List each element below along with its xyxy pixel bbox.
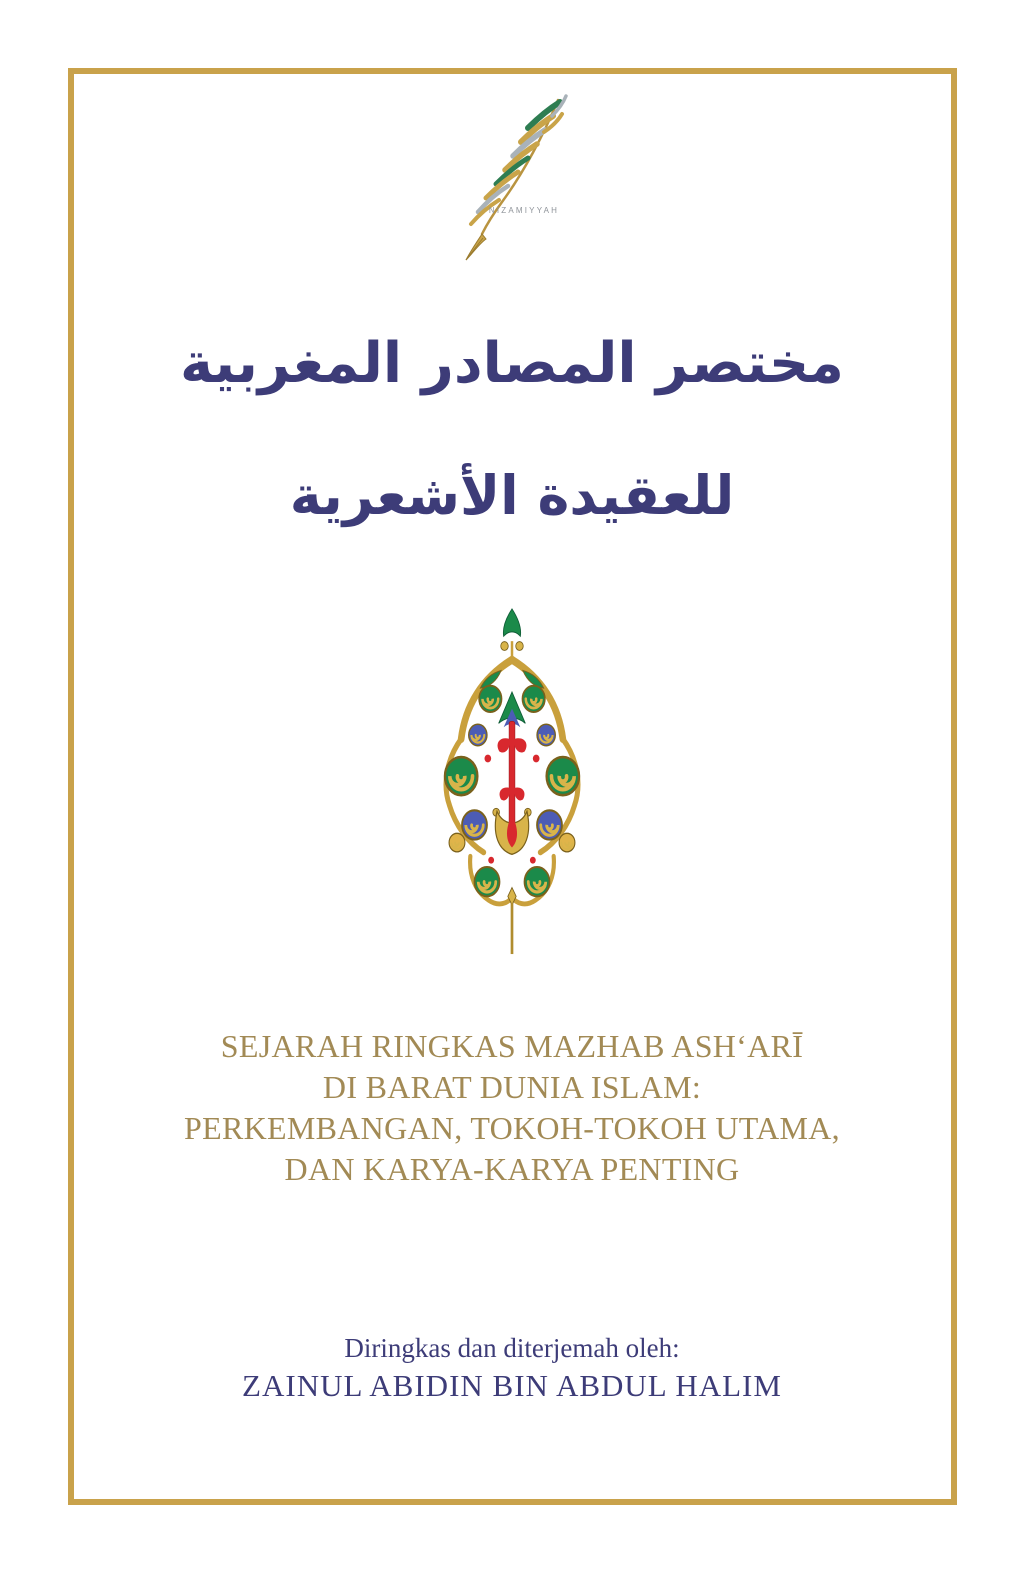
main-title-line-3: PERKEMBANGAN, TOKOH-TOKOH UTAMA, xyxy=(184,1110,840,1146)
main-title-line-2: DI BARAT DUNIA ISLAM: xyxy=(322,1069,702,1105)
arabesque-ornament-icon xyxy=(422,604,602,956)
logo-wordmark: NIZAMIYYAH xyxy=(488,206,560,215)
arabic-title-line-1: مختصر المصادر المغربية xyxy=(180,331,844,396)
translator-name: ZAINUL ABIDIN BIN ABDUL HALIM xyxy=(242,1368,782,1403)
byline-label: Diringkas dan diterjemah oleh: xyxy=(344,1333,680,1363)
main-title-line-4: DAN KARYA-KARYA PENTING xyxy=(284,1151,740,1187)
islamic-ornament xyxy=(422,604,602,956)
quill-logo-icon xyxy=(440,94,580,264)
main-title xyxy=(0,1026,1024,1190)
publisher-logo xyxy=(440,94,580,264)
main-title-line-1: SEJARAH RINGKAS MAZHAB ASH‘ARĪ xyxy=(220,1028,804,1064)
arabic-title-line-2: للعقيدة الأشعرية xyxy=(289,464,735,527)
